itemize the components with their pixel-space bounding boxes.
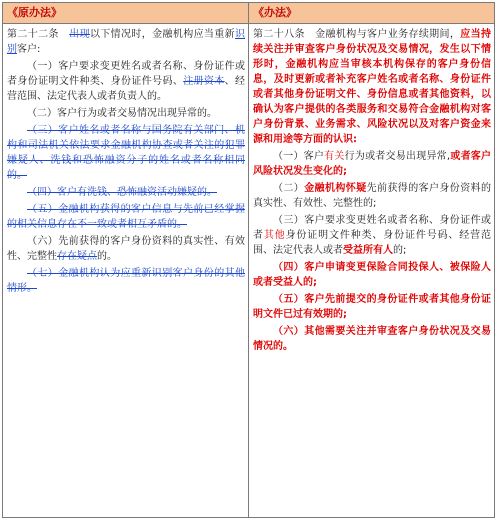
clause-text: （三）客户要求变更姓名或者名称、身份证件或者 [253, 215, 491, 241]
deleted-text: 存在疑点 [57, 251, 97, 262]
article-number: 第二十二条 [7, 29, 59, 40]
old-item-4-deleted: （四）客户有洗钱、恐怖融资活动嫌疑的。 [27, 187, 217, 198]
comparison-table [2, 2, 495, 518]
clause-text: 先前获得的客户身份资料的真实性、有效性、完整性的; [253, 183, 492, 209]
clause-text: （二） [273, 183, 305, 194]
new-item-5: （五）客户先前提交的身份证件或者其他身份证明文件已过有效期的; [253, 294, 491, 320]
clause-text: 以下情况时，金融机构应当重新 [89, 29, 236, 40]
added-text: 金融机构怀疑 [304, 183, 367, 194]
article-number: 第二十八条 金融机构与客户业务存续期间， [253, 29, 461, 40]
old-item-3-deleted: （三）客户姓名或者名称与国务院有关部门、机构和司法机关依法要求金融机构协查或者关注的犯罪嫌疑人、洗钱和恐怖融资分子的姓名或者名称相同的。 [7, 125, 245, 181]
new-item-6: （六）其他需要关注并审查客户身份状况及交易情况的。 [253, 326, 491, 352]
deleted-text: 出现 [69, 29, 90, 40]
new-article-intro [253, 27, 491, 147]
new-item-2 [253, 181, 491, 211]
clause-text: 身份证明文件种类、身份证件号码、经营范围、法定代表人或者 [253, 230, 492, 256]
old-measures-header: 《原办法》 [7, 6, 62, 19]
old-item-6 [7, 234, 245, 264]
old-item-7-deleted: （七）金融机构认为应重新识别客户身份的其他情形。 [7, 268, 245, 294]
clause-text: 、经营范围、法定代表人或者负责人的。 [7, 76, 246, 102]
new-item-1 [253, 149, 491, 179]
new-item-3 [253, 213, 491, 258]
clause-text: （一）客户要求变更姓名或者名称、身份证件或者身份证明文件种类、身份证件号码、 [7, 61, 245, 87]
column-divider [248, 3, 249, 517]
added-text: 有关 [324, 151, 345, 162]
changed-text: 识别 [7, 29, 246, 55]
old-item-5-deleted: （五）金融机构获得的客户信息与先前已经掌握的相关信息存在不一致或者相互矛盾的。 [7, 204, 245, 230]
clause-text: 的; [393, 245, 407, 256]
added-text: 其他 [263, 230, 286, 241]
old-measures-column [7, 27, 245, 298]
clause-text: （一）客户 [273, 151, 325, 162]
new-measures-column [253, 27, 491, 356]
clause-text: 行为或者交易出现异常, [344, 151, 451, 162]
new-measures-header: 《办法》 [253, 6, 297, 19]
old-item-2: （二）客户行为或者交易情况出现异常的。 [27, 108, 217, 119]
clause-text: （六）先前获得的客户身份资料的真实性、有效性、完整性 [7, 236, 245, 262]
deleted-text: 注册资本 [183, 76, 225, 87]
old-item-1 [7, 59, 245, 104]
added-text: 或者客户风险状况发生变化的; [253, 151, 492, 177]
new-item-4: （四）客户申请变更保险合同投保人、被保险人或者受益人的; [253, 262, 491, 288]
clause-text: 客户: [17, 44, 41, 55]
clause-text: 的。 [97, 251, 117, 262]
added-text: 应当持续关注并审查客户身份状况及交易情况，发生以下情形时，金融机构应当审核本机构保存的客户身份信息，及时更新或者补充客户姓名或者名称、身份证件或者其他身份证明文件、身份信息或者其他资料，以确认为客户提供的各类服务和交易符合金融机构对客户身份背景、业务需求、风险状况以及对客户资金来源和用途等方面的认识: [253, 29, 492, 145]
added-text: 受益所有人 [343, 245, 393, 256]
old-article-intro [7, 27, 245, 57]
